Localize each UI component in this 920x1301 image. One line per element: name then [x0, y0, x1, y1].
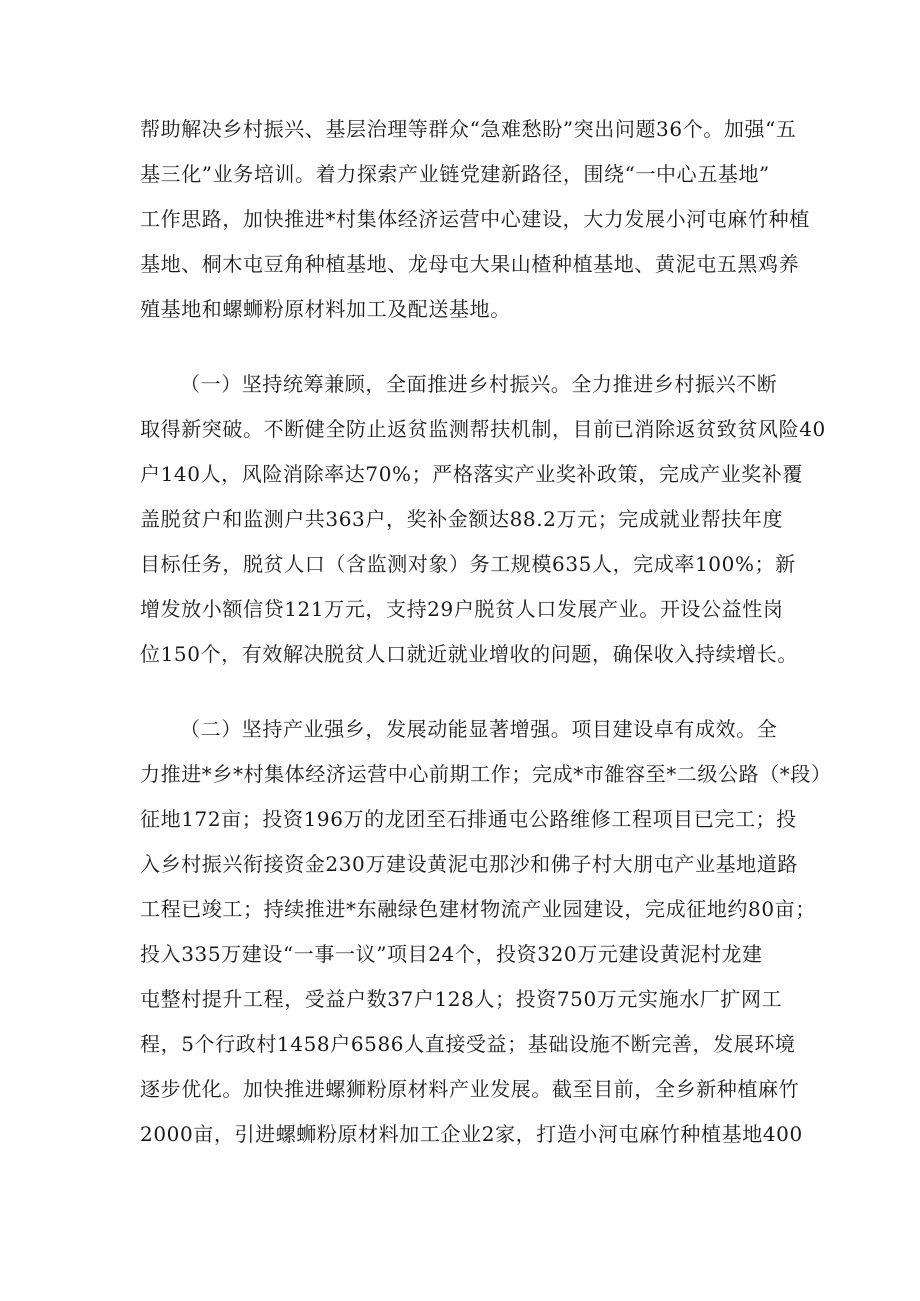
text-line: 工程已竣工；持续推进*东融绿色建材物流产业园建设，完成征地约80亩；: [140, 897, 816, 921]
text-line: 工作思路，加快推进*村集体经济运营中心建设，大力发展小河屯麻竹种植: [140, 207, 810, 231]
paragraph-industry: [140, 707, 832, 1157]
text-line: 目标任务，脱贫人口（含监测对象）务工规模635人，完成率100%；新: [140, 552, 796, 576]
text-line: 盖脱贫户和监测户共363户，奖补金额达88.2万元；完成就业帮扶年度: [140, 507, 784, 531]
text-line: （一）坚持统筹兼顾，全面推进乡村振兴。全力推进乡村振兴不断: [180, 372, 778, 396]
document-page: [140, 107, 832, 1157]
paragraph-spacer: [140, 332, 800, 362]
text-line: 基地、桐木屯豆角种植基地、龙母屯大果山楂种植基地、黄泥屯五黑鸡养: [140, 252, 800, 276]
text-line: 征地172亩；投资196万的龙团至石排通屯公路维修工程项目已完工；投: [140, 807, 797, 831]
text-line: 2000亩，引进螺蛳粉原材料加工企业2家，打造小河屯麻竹种植基地400: [140, 1122, 803, 1146]
text-line: 投入335万建设“一事一议”项目24个，投资320万元建设黄泥村龙建: [140, 942, 763, 966]
text-line: 帮助解决乡村振兴、基层治理等群众“急难愁盼”突出问题36个。加强“五: [140, 117, 797, 141]
text-line: 户140人，风险消除率达70%；严格落实产业奖补政策，完成产业奖补覆: [140, 462, 804, 486]
text-line: 力推进*乡*村集体经济运营中心前期工作；完成*市雒容至*二级公路（*段）: [140, 762, 832, 786]
text-line: （二）坚持产业强乡，发展动能显著增强。项目建设卓有成效。全: [180, 717, 778, 741]
paragraph-rural-revitalization: [140, 362, 826, 677]
text-line: 屯整村提升工程，受益户数37户128人；投资750万元实施水厂扩网工: [140, 987, 783, 1011]
text-line: 增发放小额信贷121万元，支持29户脱贫人口发展产业。开设公益性岗: [140, 597, 784, 621]
text-line: 入乡村振兴衔接资金230万建设黄泥屯那沙和佛子村大朋屯产业基地道路: [140, 852, 798, 876]
paragraph-intro: [140, 107, 810, 332]
text-line: 程，5个行政村1458户6586人直接受益；基础设施不断完善，发展环境: [140, 1032, 796, 1056]
text-line: 基三化”业务培训。着力探索产业链党建新路径，围绕“一中心五基地”: [140, 162, 770, 186]
text-line: 逐步优化。加快推进螺狮粉原材料产业发展。截至目前，全乡新种植麻竹: [140, 1077, 800, 1101]
text-line: 殖基地和螺蛳粉原材料加工及配送基地。: [140, 297, 511, 321]
text-line: 位150个，有效解决脱贫人口就近就业增收的问题，确保收入持续增长。: [140, 642, 798, 666]
text-line: 取得新突破。不断健全防止返贫监测帮扶机制，目前已消除返贫致贫风险40: [140, 417, 826, 441]
paragraph-spacer: [140, 677, 800, 707]
